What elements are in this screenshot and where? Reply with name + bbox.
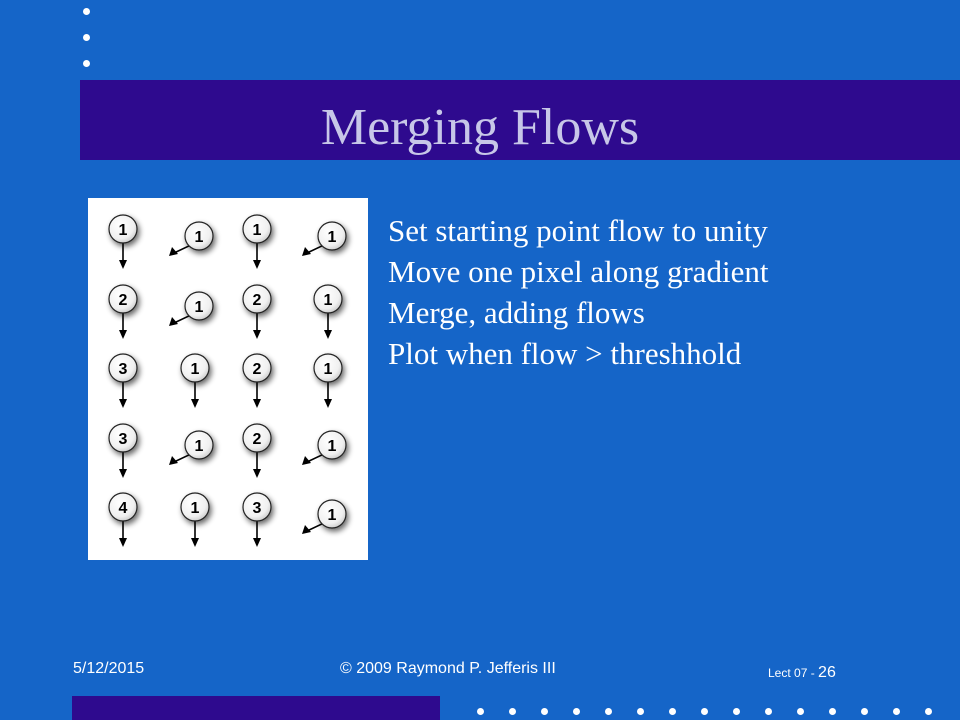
- decoration-dot: [573, 708, 580, 715]
- flow-node: [109, 354, 137, 408]
- flow-node-label: 1: [194, 299, 204, 316]
- flow-node: [109, 215, 137, 269]
- arrow-head: [324, 399, 332, 408]
- flow-node: [169, 292, 213, 326]
- bullet-item: Move one pixel along gradient: [388, 254, 769, 289]
- footer-slide-number: [768, 664, 836, 688]
- decoration-dot: [701, 708, 708, 715]
- slide-number: 26: [818, 664, 836, 681]
- flow-arrow: [307, 524, 322, 531]
- flow-arrow: [174, 455, 189, 462]
- decoration-dot: [83, 8, 90, 15]
- flow-node: [314, 354, 342, 408]
- flow-node: [109, 285, 137, 339]
- decoration-dot: [925, 708, 932, 715]
- arrow-head: [253, 538, 261, 547]
- decoration-dot: [541, 708, 548, 715]
- flow-node: [302, 431, 346, 465]
- bottom-bar: [72, 696, 440, 720]
- flow-node-label: 2: [252, 292, 262, 309]
- flow-node: [109, 424, 137, 478]
- decoration-dot: [669, 708, 676, 715]
- arrow-head: [191, 538, 199, 547]
- flow-node: [302, 222, 346, 256]
- arrow-head: [253, 469, 261, 478]
- bullet-list: [388, 210, 948, 374]
- flow-node: [243, 354, 271, 408]
- flow-node: [181, 493, 209, 547]
- flow-node-label: 2: [252, 431, 262, 448]
- arrow-head: [253, 260, 261, 269]
- arrow-head: [253, 399, 261, 408]
- flow-node-label: 1: [118, 222, 128, 239]
- flow-node-label: 1: [323, 292, 333, 309]
- decoration-dot: [477, 708, 484, 715]
- decoration-dot: [83, 34, 90, 41]
- flow-node-label: 3: [252, 500, 262, 517]
- decoration-dot: [861, 708, 868, 715]
- title-bar: [80, 80, 960, 160]
- arrow-head: [119, 538, 127, 547]
- flow-node-label: 1: [327, 229, 337, 246]
- flow-node-label: 2: [118, 292, 128, 309]
- decoration-dot: [83, 60, 90, 67]
- decoration-dot: [509, 708, 516, 715]
- bullet-item: Plot when flow > threshhold: [388, 336, 742, 371]
- flow-node-label: 1: [194, 438, 204, 455]
- slide-prefix: Lect 07 -: [768, 666, 815, 680]
- flow-arrow: [307, 455, 322, 462]
- flow-node-label: 2: [252, 361, 262, 378]
- arrow-head: [191, 399, 199, 408]
- arrow-head: [119, 260, 127, 269]
- bullet-item: Merge, adding flows: [388, 295, 645, 330]
- flow-node-label: 3: [118, 431, 128, 448]
- flow-node: [169, 431, 213, 465]
- flow-node-label: 1: [327, 507, 337, 524]
- decoration-dot: [765, 708, 772, 715]
- bullet-item: Set starting point flow to unity: [388, 213, 768, 248]
- flow-arrow: [174, 246, 189, 253]
- flow-node-label: 1: [323, 361, 333, 378]
- flow-node: [109, 493, 137, 547]
- arrow-head: [119, 469, 127, 478]
- flow-node-label: 1: [190, 361, 200, 378]
- decoration-dot: [893, 708, 900, 715]
- flow-node: [243, 493, 271, 547]
- decoration-dot: [829, 708, 836, 715]
- decoration-dot: [637, 708, 644, 715]
- flow-node: [169, 222, 213, 256]
- decoration-dot: [797, 708, 804, 715]
- flow-diagram-figure: [88, 198, 368, 560]
- flow-node: [243, 215, 271, 269]
- flow-node: [243, 424, 271, 478]
- decoration-dot: [733, 708, 740, 715]
- decoration-dot: [605, 708, 612, 715]
- flow-node-label: 1: [327, 438, 337, 455]
- footer-date: 5/12/2015: [73, 660, 145, 677]
- flow-node: [181, 354, 209, 408]
- arrow-head: [119, 330, 127, 339]
- flow-node-label: 3: [118, 361, 128, 378]
- flow-node-label: 4: [118, 500, 128, 517]
- arrow-head: [119, 399, 127, 408]
- footer-copyright: © 2009 Raymond P. Jefferis III: [340, 660, 556, 677]
- arrow-head: [324, 330, 332, 339]
- flow-node-label: 1: [252, 222, 262, 239]
- flow-node: [314, 285, 342, 339]
- flow-node-label: 1: [194, 229, 204, 246]
- flow-arrow: [307, 246, 322, 253]
- flow-arrow: [174, 316, 189, 323]
- flow-node: [302, 500, 346, 534]
- flow-node-label: 1: [190, 500, 200, 517]
- slide-title: Merging Flows: [320, 99, 640, 156]
- flow-node: [243, 285, 271, 339]
- arrow-head: [253, 330, 261, 339]
- flow-diagram: [88, 198, 368, 560]
